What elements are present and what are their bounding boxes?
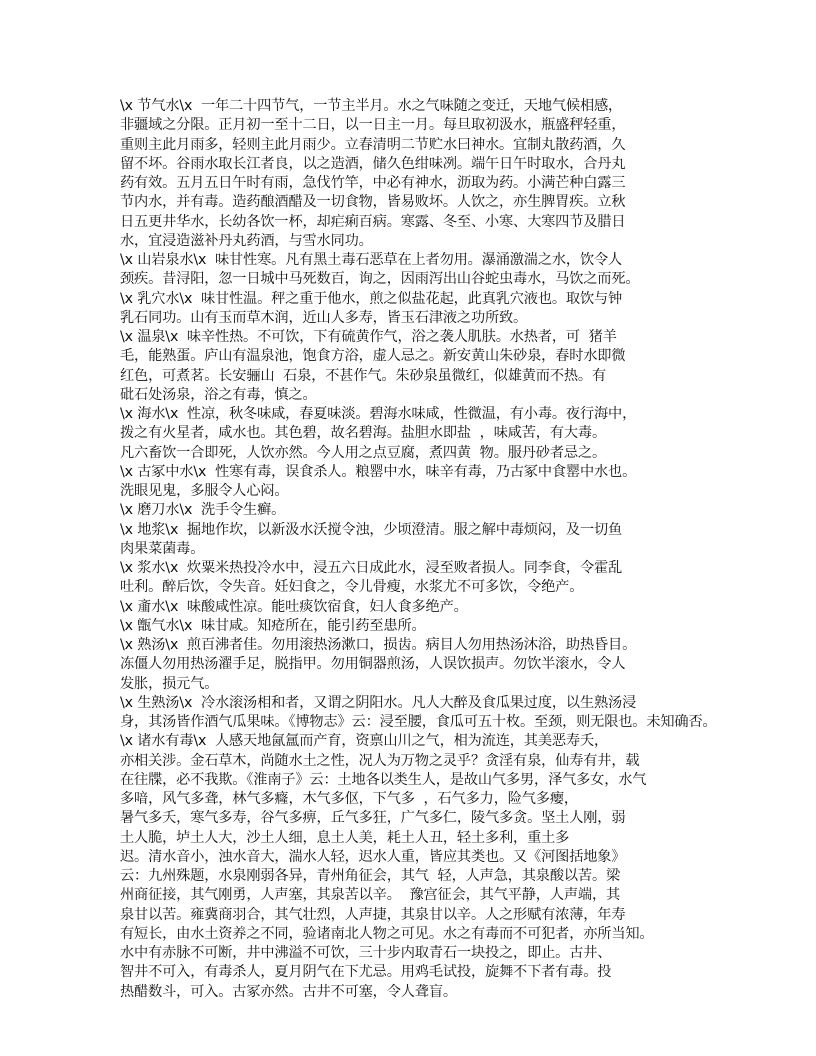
text-line: 暑气多夭，寒气多寿，谷气多痹，丘气多狂，广气多仁，陵气多贪。坚土人刚，弱 [120, 810, 626, 827]
text-line: 迟。清水音小，浊水音大，湍水人轻，迟水人重，皆应其类也。又《河图括地象》 [120, 848, 626, 865]
text-line: 拨之有火星者，咸水也。其色碧，故名碧海。盐胆水即盐 ，味咸苦，有大毒。 [120, 425, 606, 442]
text-line: 药有效。五月五日午时有雨，急伐竹竿，中必有神水，沥取为药。小满芒种白露三 [120, 175, 626, 191]
text-line: \x 海水\x 性凉，秋冬味咸，春夏味淡。碧海水味咸，性微温，有小毒。夜行海中， [120, 406, 637, 422]
text-line: 身，其汤皆作酒气瓜果味。《博物志》云：浸至腰，食瓜可五十枚。至颈，则无限也。未知确否。 [120, 714, 717, 730]
text-line: \x 乳穴水\x 味甘性温。秤之重于他水，煎之似盐花起，此真乳穴液也。取饮与钟 [120, 290, 623, 307]
text-line: \x 诸水有毒\x 人感天地氤氲而产育，资禀山川之气，相为流连，其美恶寿夭， [120, 733, 609, 750]
text-line: 水，宜浸造滋补丹丸药酒，与雪水同功。 [120, 232, 373, 249]
text-line: 重则主此月雨多，轻则主此月雨少。立春清明二节贮水曰神水。宜制丸散药酒，久 [120, 136, 626, 153]
text-line: 红色，可煮茗。长安骊山 石泉，不甚作气。朱砂泉虽微红，似雄黄而不热。有 [120, 367, 606, 384]
text-line: 毛，能熟蛋。庐山有温泉池，饱食方浴，虚人忌之。新安黄山朱砂泉，春时水即微 [120, 348, 626, 365]
text-line: 亦相关涉。金石草木，尚随水土之性，况人为万物之灵乎？贪淫有泉，仙寿有井，载 [120, 752, 640, 769]
text-line: 水中有赤脉不可断，井中沸溢不可饮，三十步内取青石一块投之，即止。古井、 [120, 945, 612, 961]
text-line: \x 温泉\x 味辛性热。不可饮，下有硫黄作气，浴之袭人肌肤。水热者，可 猪羊 [120, 329, 617, 345]
text-line: \x 齑水\x 味酸咸性凉。能吐痰饮宿食，妇人食多绝产。 [120, 598, 468, 615]
text-line: 节内水，并有毒。造药酿酒醋及一切食物，皆易败坏。人饮之，亦生脾胃疾。立秋 [120, 194, 626, 211]
text-line: 发胀，损元气。 [120, 675, 219, 692]
text-line: \x 地浆\x 掘地作坎，以新汲水沃搅令浊，少顷澄清。服之解中毒烦闷，及一切鱼 [120, 521, 623, 538]
text-line: 乳石同功。山有玉而草木润，近山人多寿，皆玉石津液之功所致。 [120, 309, 528, 326]
text-line: \x 古冢中水\x 性寒有毒，误食杀人。粮罂中水，味辛有毒，乃古冢中食罂中水也。 [120, 463, 637, 480]
text-line: \x 节气水\x 一年二十四节气，一节主半月。水之气味随之变迁，天地气候相感， [120, 98, 623, 114]
text-line: 凡六畜饮一合即死，人饮亦然。今人用之点豆腐，煮四黄 物。服丹砂者忌之。 [120, 444, 606, 461]
text-line: 云：九州殊题，水泉刚弱各异，青州角征会，其气 轻，人声急，其泉酸以苦。梁 [120, 868, 621, 884]
text-line: \x 浆水\x 炊粟米热投冷水中，浸五六日成此水，浸至败者损人。同李食，令霍乱 [120, 560, 623, 576]
text-line: 在往牒，必不我欺。《淮南子》云：土地各以类生人，是故山气多男，泽气多女，水气 [120, 771, 647, 788]
text-line: 有短长，由水土资养之不同，验诸南北人物之可见。水之有毒而不可犯者，亦所当知。 [120, 925, 654, 942]
text-line: 砒石处汤泉，浴之有毒，慎之。 [120, 386, 317, 403]
text-line: 洗眼见鬼，多服令人心闷。 [120, 483, 289, 499]
text-line: \x 生熟汤\x 冷水滚汤相和者，又谓之阴阳水。凡人大醉及食瓜果过度，以生熟汤浸 [120, 694, 637, 711]
text-line: \x 磨刀水\x 洗手令生癣。 [120, 502, 286, 519]
text-line: 智井不可入，有毒杀人，夏月阴气在下尤忌。用鸡毛试投，旋舞不下者有毒。投 [120, 964, 612, 981]
text-line: 土人脆，垆土人大，沙土人细，息土人美，耗土人丑，轻土多利，重土多 [120, 829, 570, 846]
text-line: 州商征接，其气刚勇，人声塞，其泉苦以辛。 豫宫征会，其气平静，人声端，其 [120, 887, 621, 904]
text-line: 吐利。醉后饮，令失音。妊妇食之，令儿骨瘦，水浆尤不可多饮，令绝产。 [120, 579, 584, 596]
text-line: 留不坏。谷雨水取长江者良，以之造酒，储久色绀味冽。端午日午时取水，合丹丸 [120, 155, 626, 172]
text-line: \x 熟汤\x 煎百沸者佳。勿用滚热汤漱口，损齿。病目人勿用热汤沐浴，助热昏目。 [120, 637, 637, 653]
text-line: 泉甘以苦。雍冀商羽合，其气壮烈，人声捷，其泉甘以辛。人之形赋有浓薄，年寿 [120, 906, 626, 923]
text-line: 颈疾。昔浔阳，忽一日城中马死数百，询之，因雨泻出山谷蛇虫毒水，马饮之而死。 [120, 271, 640, 288]
text-line: \x 甑气水\x 味甘咸。知疮所在，能引药至患所。 [120, 617, 426, 634]
text-line: 热醋数斗，可入。古冢亦然。古井不可塞，令人聋盲。 [120, 983, 457, 1000]
text-line: 冻僵人勿用热汤濯手足，脱指甲。勿用铜器煎汤，人误饮损声。勿饮半滚水，令人 [120, 656, 626, 673]
body-text [120, 97, 720, 1002]
text-line: 多喑，风气多聋，林气多癃，木气多伛，下气多 ，石气多力，险气多瘿， [120, 791, 578, 807]
text-line: 肉果菜菌毒。 [120, 540, 205, 557]
text-line: 非疆域之分限。正月初一至十二日，以一日主一月。每旦取初汲水，瓶盛秤轻重， [120, 117, 626, 134]
text-line: 日五更井华水，长幼各饮一杯，却疟痢百病。寒露、冬至、小寒、大寒四节及腊日 [120, 213, 626, 230]
text-line: \x 山岩泉水\x 味甘性寒。凡有黑土毒石恶草在上者勿用。瀑涌激湍之水，饮令人 [120, 252, 623, 268]
